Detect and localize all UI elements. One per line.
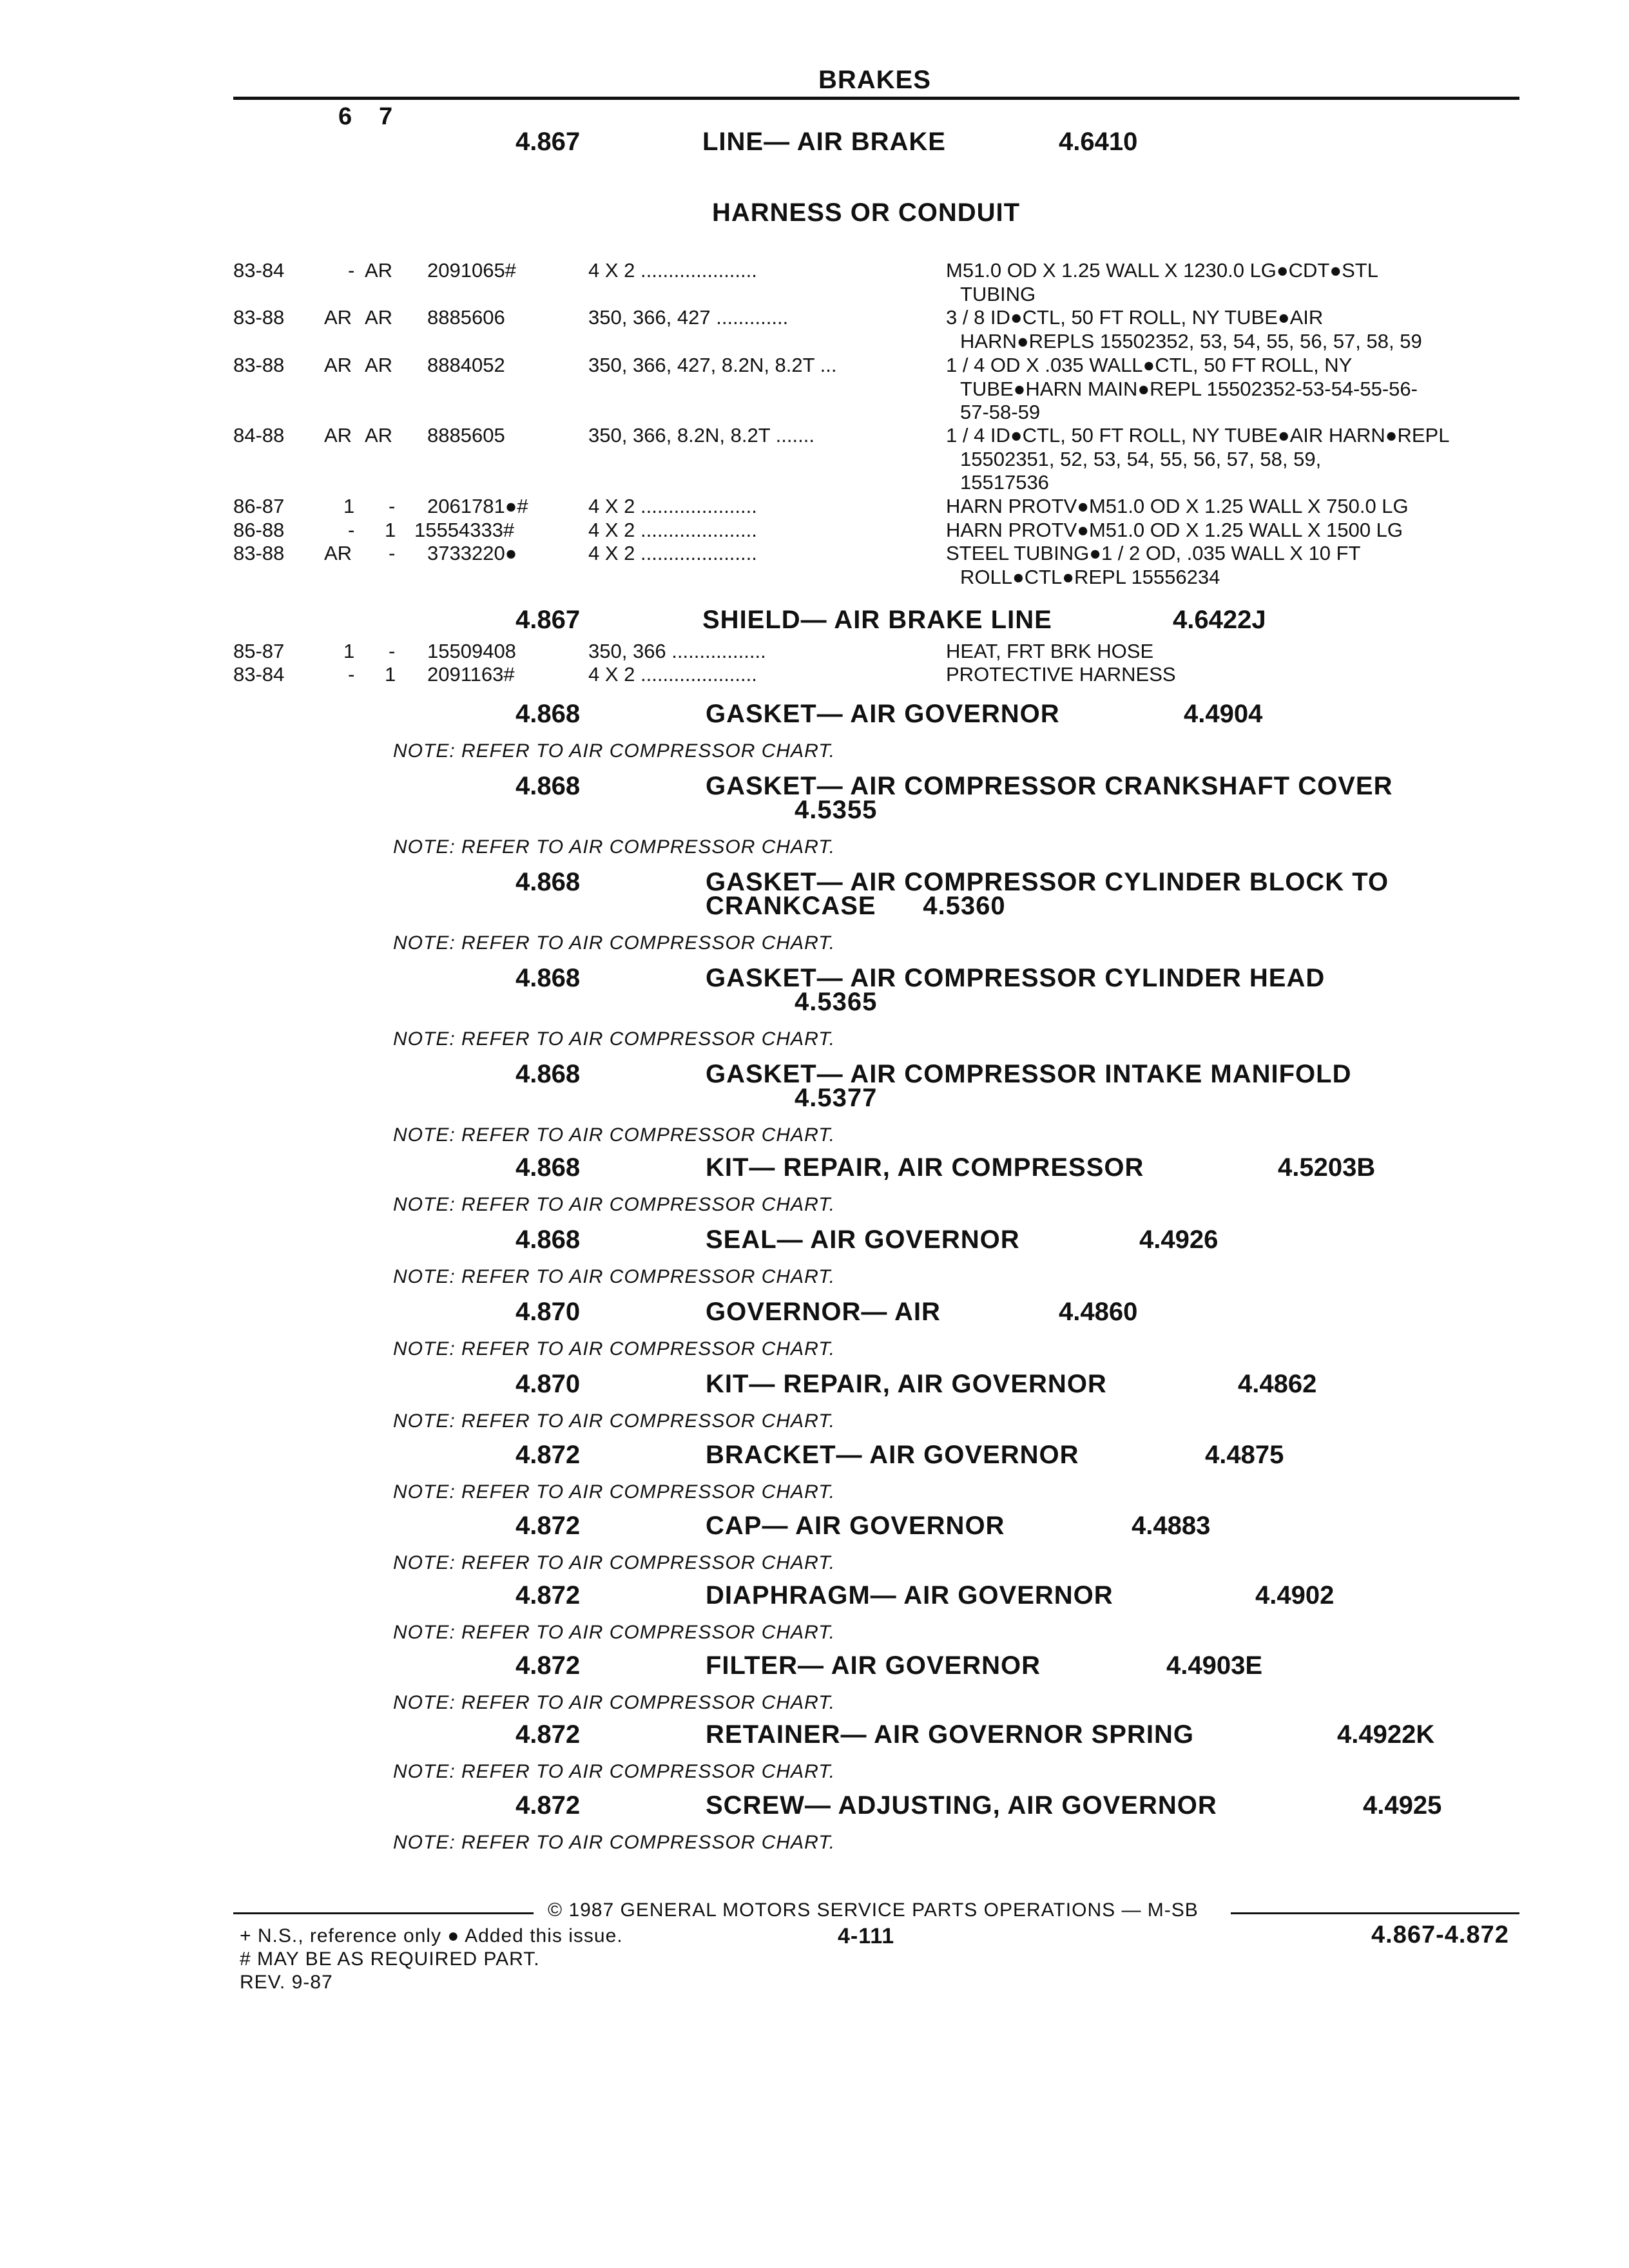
column-label-7: 7: [379, 103, 393, 130]
row-application: 4 X 2 .....................: [588, 542, 757, 564]
row-qty-col6: AR: [324, 354, 352, 376]
row-application: 4 X 2 .....................: [588, 663, 757, 686]
row-qty-col6: 1: [343, 640, 355, 662]
row-description-line: 57-58-59: [960, 401, 1041, 423]
row-qty-col6: -: [348, 259, 355, 282]
footer-rule-right: [1231, 1912, 1519, 1914]
footer-page-range: 4.867-4.872: [1371, 1921, 1509, 1948]
entry-title: CAP— AIR GOVERNOR: [706, 1512, 1005, 1540]
row-qty-col6: -: [348, 519, 355, 541]
entry-title-continuation: 4.5355: [795, 796, 878, 824]
entry-title: RETAINER— AIR GOVERNOR SPRING: [706, 1720, 1194, 1749]
entry-note: NOTE: REFER TO AIR COMPRESSOR CHART.: [393, 932, 836, 954]
row-part-number: 2091163#: [427, 663, 515, 686]
footer-rule-left: [233, 1912, 534, 1914]
row-part-number: 15554333#: [414, 519, 515, 541]
entry-number: 4.868: [516, 700, 581, 728]
entry-number: 4.872: [516, 1441, 581, 1469]
entry-note: NOTE: REFER TO AIR COMPRESSOR CHART.: [393, 1481, 836, 1503]
copyright-line: © 1987 GENERAL MOTORS SERVICE PARTS OPERATIONS — M-SB: [548, 1899, 1199, 1921]
footer-legend-1: + N.S., reference only ● Added this issue.: [240, 1925, 623, 1946]
entry-note: NOTE: REFER TO AIR COMPRESSOR CHART.: [393, 1124, 836, 1146]
row-description-line: M51.0 OD X 1.25 WALL X 1230.0 LG●CDT●STL: [946, 259, 1378, 282]
entry-note: NOTE: REFER TO AIR COMPRESSOR CHART.: [393, 1338, 836, 1360]
entry-title: FILTER— AIR GOVERNOR: [706, 1651, 1041, 1680]
entry-note: NOTE: REFER TO AIR COMPRESSOR CHART.: [393, 1410, 836, 1432]
row-part-number: 15509408: [427, 640, 516, 662]
entry-title: GOVERNOR— AIR: [706, 1298, 941, 1326]
entry-title: KIT— REPAIR, AIR GOVERNOR: [706, 1370, 1107, 1398]
entry-title-continuation: 4.5377: [795, 1084, 878, 1112]
row-part-number: 2091065#: [427, 259, 516, 282]
row-description-line: STEEL TUBING●1 / 2 OD, .035 WALL X 10 FT: [946, 542, 1361, 564]
row-application: 4 X 2 .....................: [588, 259, 757, 282]
column-label-6: 6: [338, 103, 352, 130]
row-years: 83-84: [233, 663, 285, 686]
entry-note: NOTE: REFER TO AIR COMPRESSOR CHART.: [393, 1832, 836, 1853]
entry-code: 4.4875: [1205, 1441, 1284, 1469]
entry-note: NOTE: REFER TO AIR COMPRESSOR CHART.: [393, 1194, 836, 1215]
section-b-code: 4.6422J: [1173, 606, 1266, 634]
entry-note: NOTE: REFER TO AIR COMPRESSOR CHART.: [393, 740, 836, 762]
row-qty-col6: -: [348, 663, 355, 686]
entry-code: 4.4862: [1238, 1370, 1317, 1398]
entry-title: KIT— REPAIR, AIR COMPRESSOR: [706, 1153, 1144, 1182]
footer-legend-2: # MAY BE AS REQUIRED PART.: [240, 1948, 540, 1970]
row-application: 350, 366, 8.2N, 8.2T .......: [588, 424, 815, 447]
row-qty-col7: -: [389, 542, 396, 564]
entry-number: 4.872: [516, 1581, 581, 1610]
entry-note: NOTE: REFER TO AIR COMPRESSOR CHART.: [393, 1622, 836, 1643]
row-description-line: 15502351, 52, 53, 54, 55, 56, 57, 58, 59,: [960, 447, 1322, 470]
row-qty-col7: AR: [365, 306, 393, 329]
row-qty-col7: AR: [365, 354, 393, 376]
entry-note: NOTE: REFER TO AIR COMPRESSOR CHART.: [393, 1692, 836, 1713]
entry-code: 4.4926: [1139, 1225, 1219, 1254]
row-application: 4 X 2 .....................: [588, 495, 757, 517]
section-b-number: 4.867: [516, 606, 581, 634]
row-years: 85-87: [233, 640, 285, 662]
row-description-line: HARN PROTV●M51.0 OD X 1.25 WALL X 1500 LG: [946, 519, 1403, 541]
row-description-line: 15517536: [960, 471, 1049, 494]
header-rule: [233, 97, 1519, 100]
entry-code: 4.5203B: [1278, 1153, 1376, 1182]
entry-title: GASKET— AIR COMPRESSOR INTAKE MANIFOLD: [706, 1060, 1352, 1088]
row-qty-col7: 1: [385, 519, 396, 541]
row-qty-col7: -: [389, 495, 396, 517]
row-years: 83-88: [233, 306, 285, 329]
section-a-number: 4.867: [516, 128, 581, 156]
entry-number: 4.868: [516, 1225, 581, 1254]
entry-code: 4.4883: [1132, 1512, 1211, 1540]
row-application: 4 X 2 .....................: [588, 519, 757, 541]
entry-number: 4.870: [516, 1370, 581, 1398]
entry-code: 4.4860: [1059, 1298, 1138, 1326]
row-description-line: TUBE●HARN MAIN●REPL 15502352-53-54-55-56-: [960, 377, 1418, 400]
row-part-number: 3733220●: [427, 542, 517, 564]
row-part-number: 8885606: [427, 306, 505, 329]
entry-code: 4.4902: [1255, 1581, 1335, 1610]
row-description-line: ROLL●CTL●REPL 15556234: [960, 565, 1220, 588]
page-header-title: BRAKES: [818, 66, 931, 94]
entry-number: 4.870: [516, 1298, 581, 1326]
footer-rev: REV. 9-87: [240, 1972, 333, 1993]
entry-number: 4.868: [516, 1153, 581, 1182]
entry-title-continuation: 4.5365: [795, 988, 878, 1016]
row-description-line: HARN●REPLS 15502352, 53, 54, 55, 56, 57, 58, 59: [960, 329, 1422, 352]
entry-number: 4.872: [516, 1512, 581, 1540]
row-qty-col6: AR: [324, 306, 352, 329]
row-years: 86-87: [233, 495, 285, 517]
row-description-line: HEAT, FRT BRK HOSE: [946, 640, 1154, 662]
row-application: 350, 366, 427 .............: [588, 306, 789, 329]
entry-code: 4.4904: [1184, 700, 1263, 728]
row-qty-col7: AR: [365, 424, 393, 447]
row-description-line: 1 / 4 ID●CTL, 50 FT ROLL, NY TUBE●AIR HARN●REPL: [946, 424, 1450, 447]
row-years: 83-84: [233, 259, 285, 282]
section-a-title: LINE— AIR BRAKE: [702, 128, 946, 156]
entry-note: NOTE: REFER TO AIR COMPRESSOR CHART.: [393, 1028, 836, 1050]
entry-number: 4.868: [516, 964, 581, 992]
entry-title-continuation: CRANKCASE 4.5360: [706, 892, 1006, 920]
row-years: 83-88: [233, 354, 285, 376]
entry-number: 4.868: [516, 868, 581, 896]
row-qty-col6: AR: [324, 542, 352, 564]
entry-note: NOTE: REFER TO AIR COMPRESSOR CHART.: [393, 1266, 836, 1287]
row-qty-col6: 1: [343, 495, 355, 517]
section-a-code: 4.6410: [1059, 128, 1138, 156]
row-part-number: 8884052: [427, 354, 505, 376]
row-part-number: 2061781●#: [427, 495, 528, 517]
entry-title: DIAPHRAGM— AIR GOVERNOR: [706, 1581, 1113, 1610]
entry-title: GASKET— AIR COMPRESSOR CRANKSHAFT COVER: [706, 772, 1393, 800]
entry-code: 4.4903E: [1166, 1651, 1263, 1680]
row-application: 350, 366, 427, 8.2N, 8.2T ...: [588, 354, 837, 376]
section-b-title: SHIELD— AIR BRAKE LINE: [702, 606, 1052, 634]
entry-title: GASKET— AIR COMPRESSOR CYLINDER HEAD: [706, 964, 1325, 992]
section-a-subtitle: HARNESS OR CONDUIT: [712, 198, 1021, 227]
entry-title: SCREW— ADJUSTING, AIR GOVERNOR: [706, 1791, 1217, 1820]
entry-number: 4.868: [516, 1060, 581, 1088]
entry-title: GASKET— AIR COMPRESSOR CYLINDER BLOCK TO: [706, 868, 1389, 896]
row-description-line: 3 / 8 ID●CTL, 50 FT ROLL, NY TUBE●AIR: [946, 306, 1324, 329]
entry-note: NOTE: REFER TO AIR COMPRESSOR CHART.: [393, 1552, 836, 1573]
row-description-line: TUBING: [960, 282, 1036, 305]
entry-title: GASKET— AIR GOVERNOR: [706, 700, 1060, 728]
entry-code: 4.4922K: [1337, 1720, 1435, 1749]
row-part-number: 8885605: [427, 424, 505, 447]
row-years: 84-88: [233, 424, 285, 447]
row-application: 350, 366 .................: [588, 640, 766, 662]
row-qty-col7: -: [389, 640, 396, 662]
row-description-line: HARN PROTV●M51.0 OD X 1.25 WALL X 750.0 LG: [946, 495, 1409, 517]
row-qty-col6: AR: [324, 424, 352, 447]
entry-number: 4.868: [516, 772, 581, 800]
entry-title: BRACKET— AIR GOVERNOR: [706, 1441, 1079, 1469]
entry-note: NOTE: REFER TO AIR COMPRESSOR CHART.: [393, 1761, 836, 1782]
row-description-line: 1 / 4 OD X .035 WALL●CTL, 50 FT ROLL, NY: [946, 354, 1353, 376]
row-qty-col7: AR: [365, 259, 393, 282]
footer-page-number: 4-111: [838, 1924, 895, 1948]
row-years: 86-88: [233, 519, 285, 541]
entry-note: NOTE: REFER TO AIR COMPRESSOR CHART.: [393, 836, 836, 858]
entry-code: 4.4925: [1363, 1791, 1442, 1820]
entry-number: 4.872: [516, 1720, 581, 1749]
row-years: 83-88: [233, 542, 285, 564]
entry-number: 4.872: [516, 1651, 581, 1680]
entry-number: 4.872: [516, 1791, 581, 1820]
row-description-line: PROTECTIVE HARNESS: [946, 663, 1176, 686]
entry-title: SEAL— AIR GOVERNOR: [706, 1225, 1020, 1254]
row-qty-col7: 1: [385, 663, 396, 686]
